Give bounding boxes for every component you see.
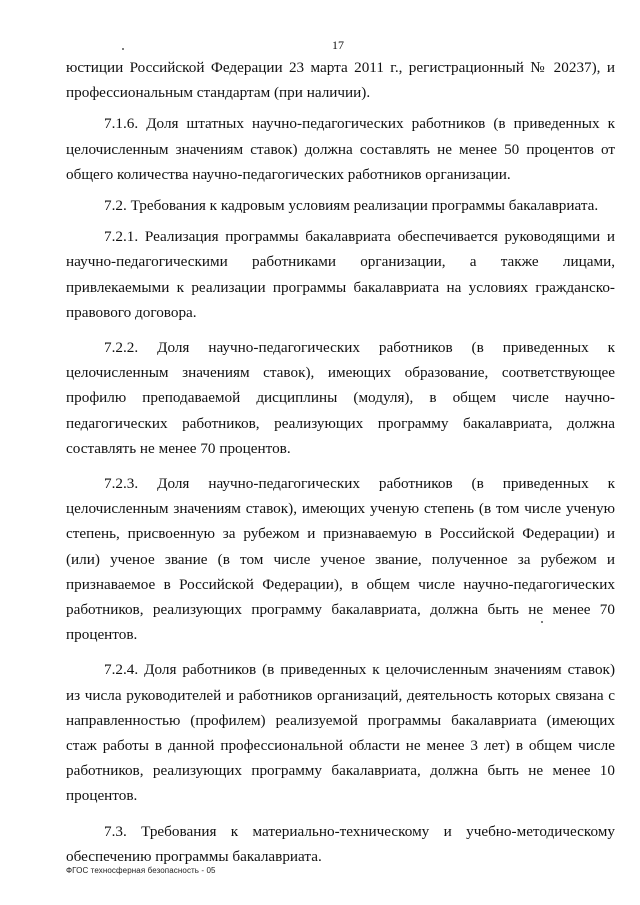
paragraph-7-2: 7.2. Требования к кадровым условиям реализации программы бакалавриата. — [104, 197, 599, 215]
document-body — [66, 55, 615, 869]
scan-speck — [122, 48, 124, 50]
paragraph-7-3: 7.3. Требования к материально-техническому и учебно-методическому обеспечению программы бакалавриата. — [66, 822, 615, 865]
paragraph-7-2-1: 7.2.1. Реализация программы бакалавриата обеспечивается руководящими и научно-педагогическими работниками организации, а также лицами, привлекаемыми к реализации программы бакалавриата на условиях гражданско-правового договора. — [66, 228, 615, 321]
paragraph-continuation: юстиции Российской Федерации 23 марта 2011 г., регистрационный № 20237), и профессиональным стандартам (при наличии). — [66, 59, 615, 102]
paragraph-7-1-6: 7.1.6. Доля штатных научно-педагогических работников (в приведенных к целочисленным значениям ставок) должна составлять не менее 50 процентов от общего количества научно-педагогических работников организации. — [66, 115, 615, 183]
paragraph-7-2-3: 7.2.3. Доля научно-педагогических работников (в приведенных к целочисленным значениям ставок), имеющих ученую степень (в том числе ученую степень, присвоенную за рубежом и признаваемую в Российской Федерации) и (или) ученое звание (в том числе ученое звание, полученное за рубежом и признаваемое в Российской Федерации), в общем числе научно-педагогических работников, реализующих программу бакалавриата, должна быть не менее 70 процентов. — [66, 475, 615, 644]
paragraph-7-2-4: 7.2.4. Доля работников (в приведенных к целочисленным значениям ставок) из числа руководителей и работников организаций, деятельность которых связана с направленностью (профилем) реализуемой программы бакалавриата (имеющих стаж работы в данной профессиональной области не менее 3 лет) в общем числе работников, реализующих программу бакалавриата, должна быть не менее 10 процентов. — [66, 661, 615, 805]
paragraph-7-2-2: 7.2.2. Доля научно-педагогических работников (в приведенных к целочисленным значениям ставок), имеющих образование, соответствующее профилю преподаваемой дисциплины (модуля), в общем числе научно-педагогических работников, реализующих программу бакалавриата, должна составлять не менее 70 процентов. — [66, 339, 615, 457]
page-number: 17 — [332, 38, 344, 52]
scan-speck — [541, 621, 543, 623]
footer-note: ФГОС техносферная безопасность - 05 — [66, 866, 216, 875]
